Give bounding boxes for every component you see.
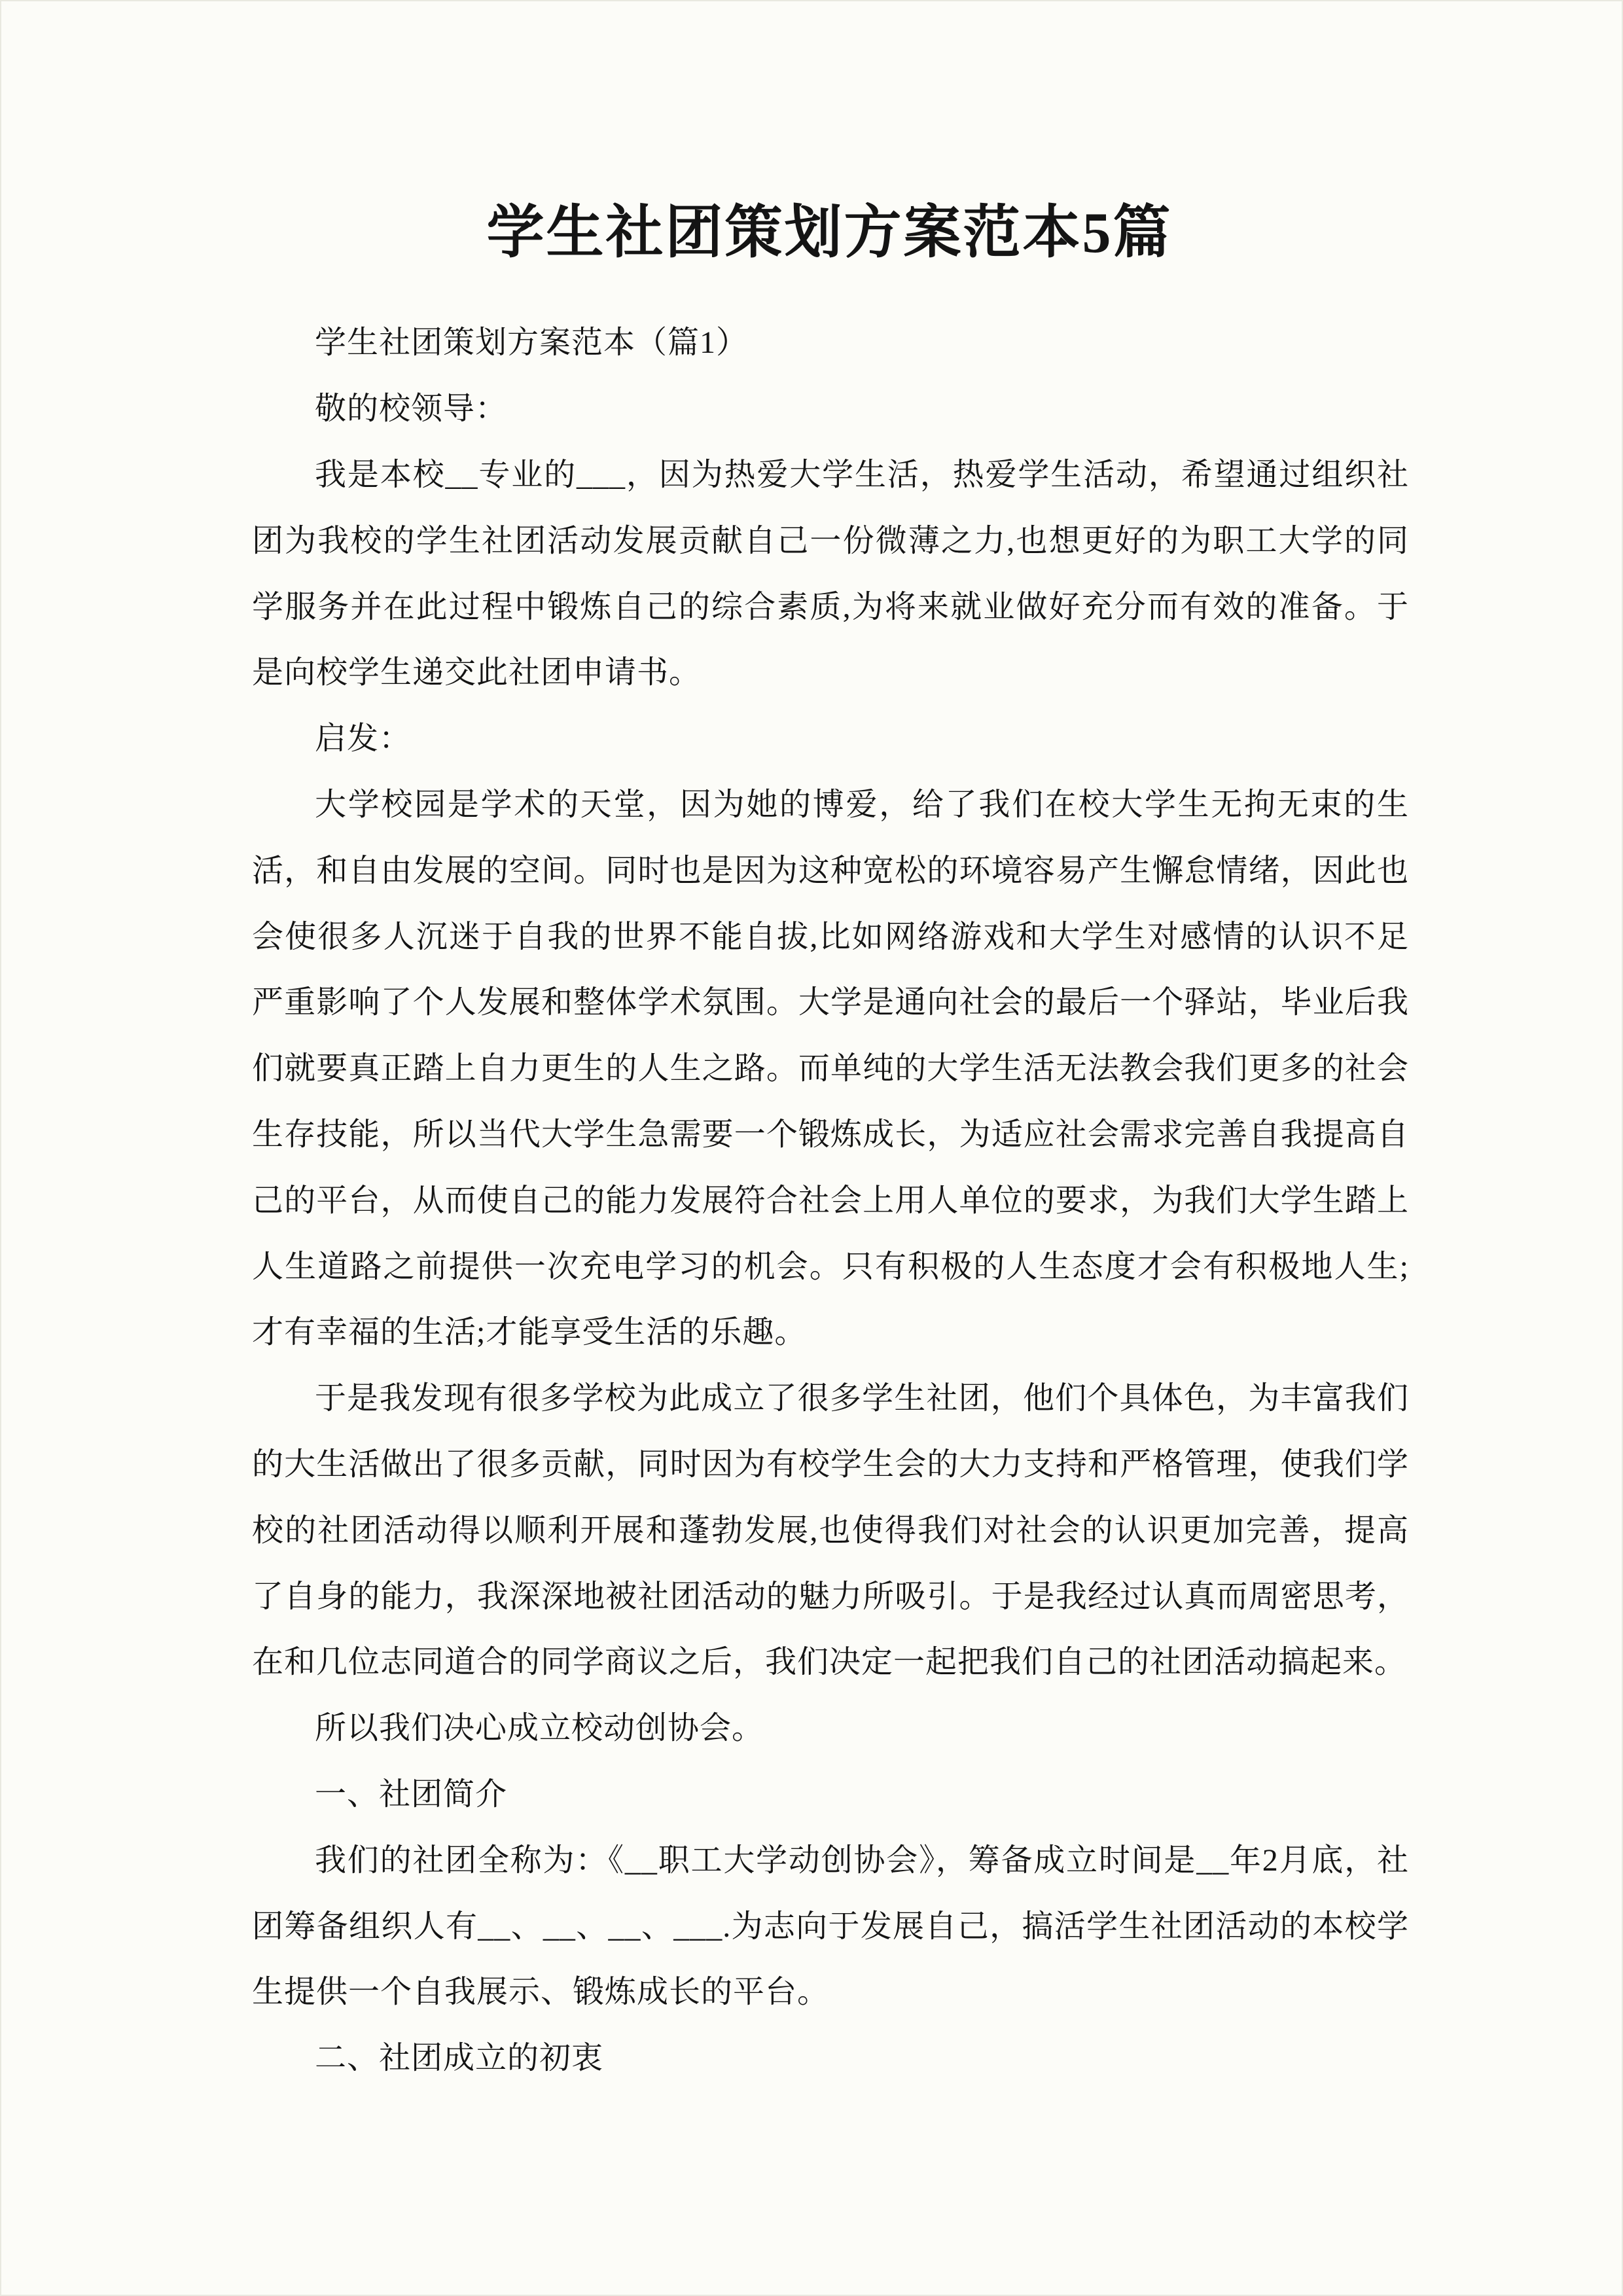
paragraph: 敬的校领导： [315, 391, 508, 427]
document-body [252, 310, 1409, 2092]
paragraph: 一、社团简介 [315, 1776, 508, 1812]
paragraph: 大学校园是学术的天堂，因为她的博爱，给了我们在校大学生无拘无束的生活，和自由发展的空间。同时也是因为这种宽松的环境容易产生懈怠情绪，因此也会使很多人沉迷于自我的世界不能自拔,比如网络游戏和大学生对感情的认识不足严重影响了个人发展和整体学术氛围。大学是通向社会的最后一个驿站，毕业后我们就要真正踏上自力更生的人生之路。而单纯的大学生活无法教会我们更多的社会生存技能，所以当代大学生急需要一个锻炼成长，为适应社会需求完善自我提高自己的平台，从而使自己的能力发展符合社会上用人单位的要求，为我们大学生踏上人生道路之前提供一次充电学习的机会。只有积极的人生态度才会有积极地人生;才有幸福的生活;才能享受生活的乐趣。 [252, 787, 1409, 1350]
paragraph: 启发： [315, 721, 412, 757]
paragraph: 所以我们决心成立校动创协会。 [315, 1711, 764, 1746]
paragraph: 二、社团成立的初衷 [315, 2041, 604, 2076]
paragraph: 我是本校__专业的___，因为热爱大学生活，热爱学生活动，希望通过组织社团为我校的学生社团活动发展贡献自己一份微薄之力,也想更好的为职工大学的同学服务并在此过程中锻炼自己的综合素质,为将来就业做好充分而有效的准备。于是向校学生递交此社团申请书。 [252, 457, 1409, 691]
paragraph: 学生社团策划方案范本（篇1） [315, 325, 749, 361]
paragraph: 我们的社团全称为：《__职工大学动创协会》，筹备成立时间是__年2月底，社团筹备组织人有__、__、__、___.为志向于发展自己，搞活学生社团活动的本校学生提供一个自我展示、锻炼成长的平台。 [252, 1842, 1409, 2010]
document-title: 学生社团策划方案范本5篇 [486, 202, 1173, 265]
paragraph: 于是我发现有很多学校为此成立了很多学生社团，他们个具体色，为丰富我们的大生活做出了很多贡献，同时因为有校学生会的大力支持和严格管理，使我们学校的社团活动得以顺利开展和蓬勃发展,也使得我们对社会的认识更加完善，提高了自身的能力，我深深地被社团活动的魅力所吸引。于是我经过认真而周密思考，在和几位志同道合的同学商议之后，我们决定一起把我们自己的社团活动搞起来。 [252, 1381, 1409, 1680]
